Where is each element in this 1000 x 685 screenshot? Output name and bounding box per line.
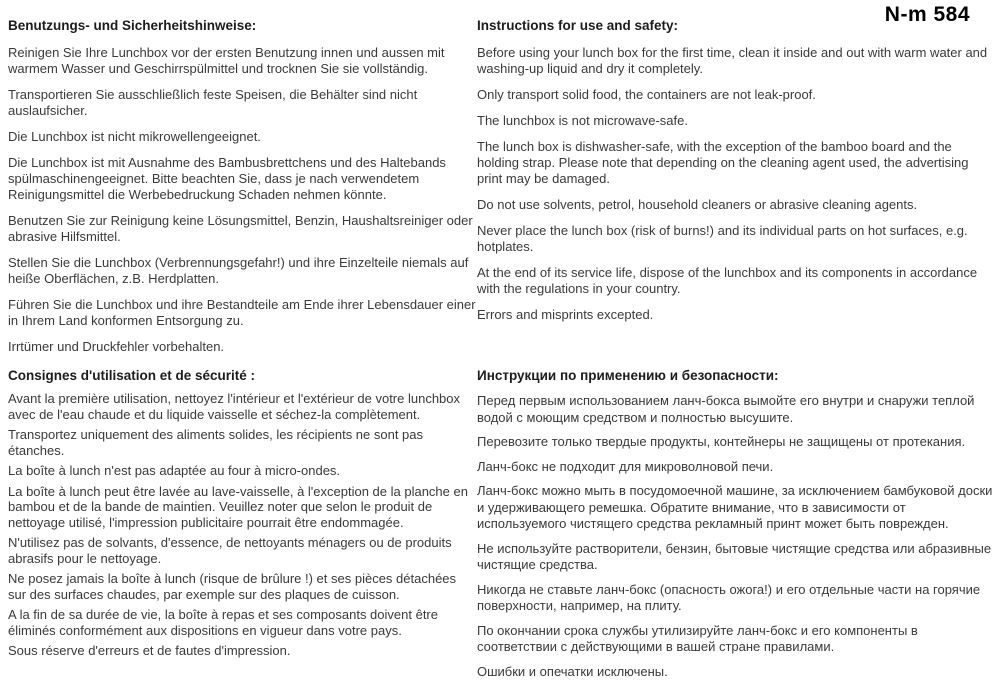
paragraph-fr-clean-before-use: Avant la première utilisation, nettoyez l'intérieur et l'extérieur de votre lunchbox avec de l'eau chaude et du liquide vaisselle et séchez-la complètement.: [8, 391, 461, 422]
section-english-heading: Instructions for use and safety:: [477, 18, 679, 33]
paragraph-de-disposal: Führen Sie die Lunchbox und ihre Bestandteile am Ende ihrer Lebensdauer einer in Ihrem Land konformen Entsorgung zu.: [8, 297, 476, 328]
paragraph-en-microwave: The lunchbox is not microwave-safe.: [477, 113, 688, 128]
paragraph-fr-no-solvents: N'utilisez pas de solvants, d'essence, de nettoyants ménagers ou de produits abrasifs pour le nettoyage.: [8, 535, 452, 566]
paragraph-ru-no-solvents: Не используйте растворители, бензин, бытовые чистящие средства или абразивные чистящие средства.: [477, 540, 992, 572]
paragraph-fr-hot-surfaces: Ne posez jamais la boîte à lunch (risque de brûlure !) et ses pièces détachées sur des surfaces chaudes, par exemple sur des plaques de cuisson.: [8, 571, 457, 602]
paragraph-fr-microwave: La boîte à lunch n'est pas adaptée au four à micro-ondes.: [8, 463, 341, 478]
paragraph-fr-disposal: A la fin de sa durée de vie, la boîte à repas et ses composants doivent être éliminés conformément aux dispositions en vigueur dans votre pays.: [8, 607, 438, 638]
paragraph-ru-disposal: По окончании срока службы утилизируйте ланч-бокс и его компоненты в соответствии с действующими в вашей стране правилами.: [477, 622, 918, 654]
paragraph-de-hot-surfaces: Stellen Sie die Lunchbox (Verbrennungsgefahr!) und ihre Einzelteile niemals auf heiße Oberflächen, z.B. Herdplatten.: [8, 255, 469, 286]
paragraph-en-solid-food: Only transport solid food, the containers are not leak-proof.: [477, 87, 816, 102]
paragraph-ru-errors: Ошибки и опечатки исключены.: [477, 663, 668, 679]
paragraph-fr-solid-food: Transportez uniquement des aliments solides, les récipients ne sont pas étanches.: [8, 427, 424, 458]
paragraph-de-clean-before-use: Reinigen Sie Ihre Lunchbox vor der ersten Benutzung innen und aussen mit warmem Wasser und Geschirrspülmittel und trocknen Sie sie vollständig.: [8, 45, 445, 76]
paragraph-ru-clean-before-use: Перед первым использованием ланч-бокса вымойте его внутри и снаружи теплой водой с моющим средством и полностью высушите.: [477, 393, 975, 425]
paragraph-en-dishwasher: The lunch box is dishwasher-safe, with the exception of the bamboo board and the holding strap. Please note that depending on the cleaning agent used, the advertising print may be damaged.: [477, 139, 969, 186]
paragraph-de-no-solvents: Benutzen Sie zur Reinigung keine Lösungsmittel, Benzin, Haushaltsreiniger oder abrasive Hilfsmittel.: [8, 213, 473, 244]
section-german-heading: Benutzungs- und Sicherheitshinweise:: [8, 18, 257, 33]
paragraph-ru-dishwasher: Ланч-бокс можно мыть в посудомоечной машине, за исключением бамбуковой доски и удерживающего ремешка. Обратите внимание, что в зависимости от используемого чистящего средства рекламный принт может быть поврежден.: [477, 483, 993, 531]
paragraph-de-errors: Irrtümer und Druckfehler vorbehalten.: [8, 339, 225, 354]
paragraph-de-solid-food: Transportieren Sie ausschließlich feste Speisen, die Behälter sind nicht auslaufsicher.: [8, 87, 418, 118]
paragraph-en-no-solvents: Do not use solvents, petrol, household cleaners or abrasive cleaning agents.: [477, 197, 918, 212]
paragraph-en-errors: Errors and misprints excepted.: [477, 307, 654, 322]
paragraph-ru-hot-surfaces: Никогда не ставьте ланч-бокс (опасность ожога!) и его отдельные части на горячие поверхности, например, на плиту.: [477, 581, 981, 613]
section-french-heading: Consignes d'utilisation et de sécurité :: [8, 368, 256, 383]
paragraph-de-dishwasher: Die Lunchbox ist mit Ausnahme des Bambusbrettchens und des Haltebands spülmaschinengeeignet. Bitte beachten Sie, dass je nach verwendetem Reinigungsmittel die Werbebedruckung Schaden nehmen könnte.: [8, 155, 446, 202]
paragraph-de-microwave: Die Lunchbox ist nicht mikrowellengeeignet.: [8, 129, 261, 144]
section-russian: [477, 368, 997, 685]
section-german: [8, 18, 476, 365]
section-russian-heading: Инструкции по применению и безопасности:: [477, 368, 779, 383]
paragraph-en-disposal: At the end of its service life, dispose of the lunchbox and its components in accordance with the regulations in your country.: [477, 265, 978, 296]
paragraph-fr-errors: Sous réserve d'erreurs et de fautes d'impression.: [8, 643, 291, 658]
section-french: [8, 368, 476, 664]
paragraph-ru-solid-food: Перевозите только твердые продукты, контейнеры не защищены от протекания.: [477, 434, 966, 449]
paragraph-fr-dishwasher: La boîte à lunch peut être lavée au lave-vaisselle, à l'exception de la planche en bambou et de la bande de maintien. Veuillez noter que selon le produit de nettoyage utilisé, l'impression publicitaire pourrait être endommagée.: [8, 483, 468, 530]
section-english: [477, 18, 997, 333]
paragraph-en-hot-surfaces: Never place the lunch box (risk of burns!) and its individual parts on hot surfaces, e.g. hotplates.: [477, 223, 968, 254]
paragraph-en-clean-before-use: Before using your lunch box for the first time, clean it inside and out with warm water and washing-up liquid and dry it completely.: [477, 45, 988, 76]
paragraph-ru-microwave: Ланч-бокс не подходит для микроволновой печи.: [477, 458, 774, 474]
document-code: N-m 584: [884, 3, 970, 26]
